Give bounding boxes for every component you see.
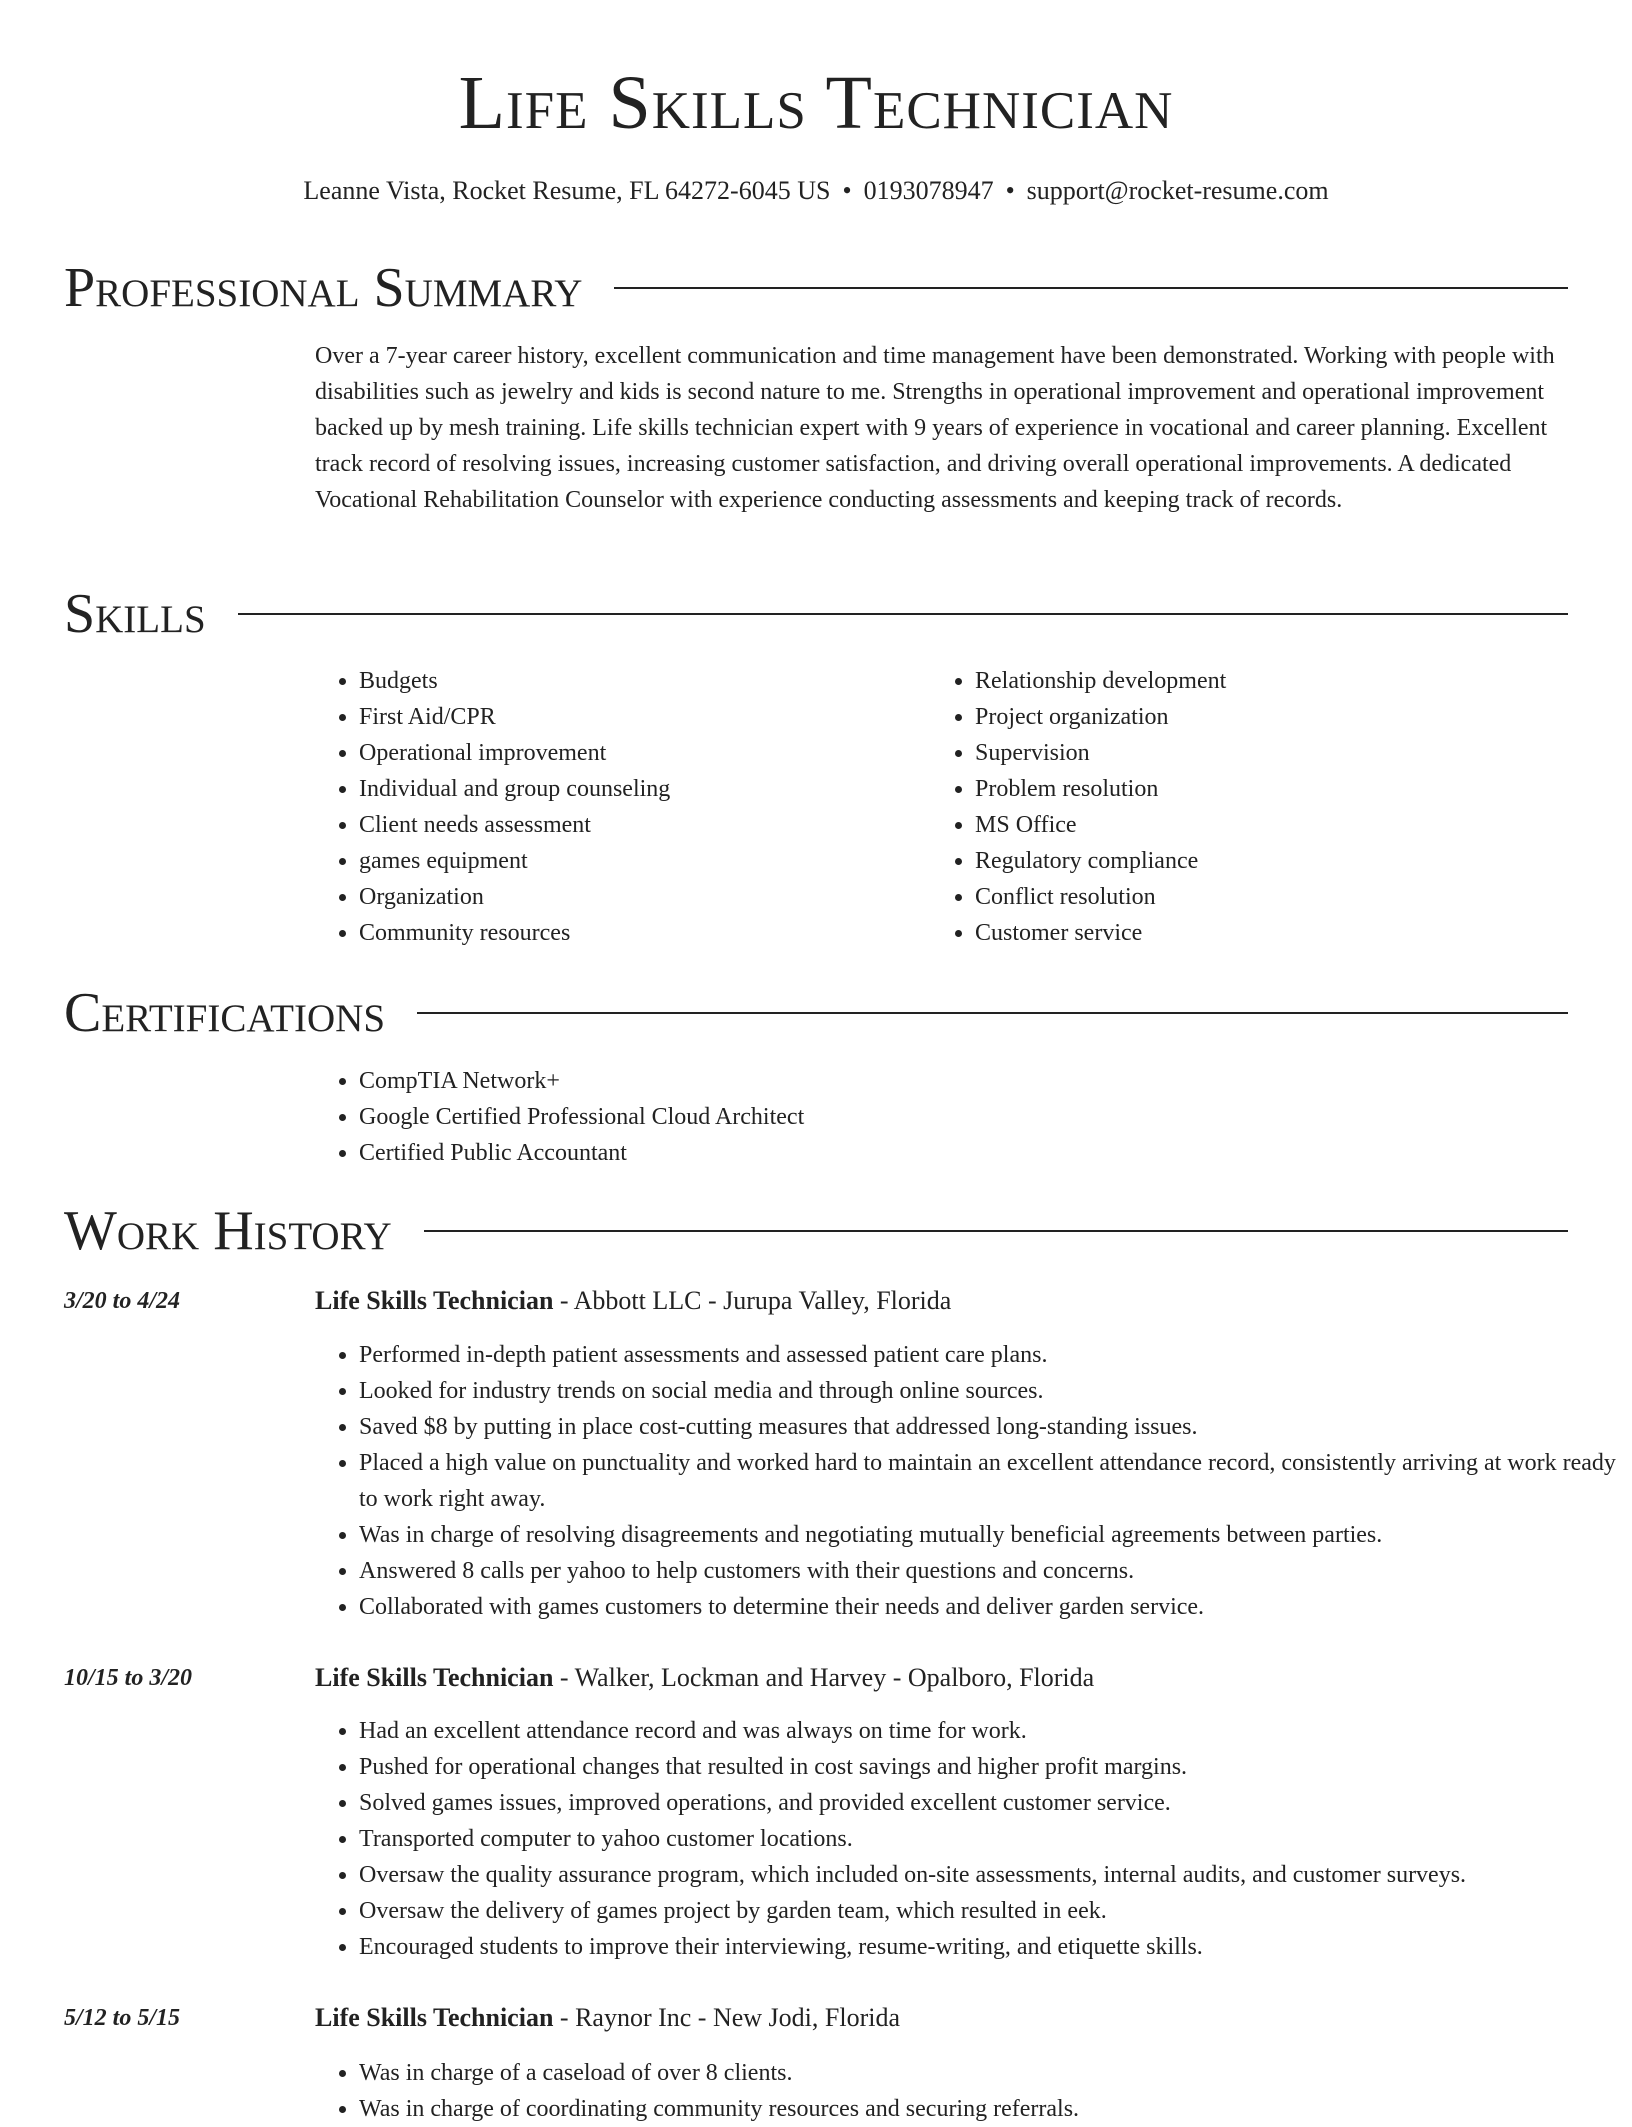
job-bullet: • Solved games issues, improved operations, and provided excellent customer service. (359, 1785, 1619, 1821)
certification-item: • CompTIA Network+ (359, 1063, 1559, 1099)
skill-item: • Customer service (975, 915, 1575, 951)
skill-item: • Relationship development (975, 663, 1575, 699)
job-dates: 5/12 to 5/15 (64, 2005, 181, 2031)
contact-separator: • (1005, 176, 1015, 205)
work-heading: Work History (64, 1200, 392, 1262)
contact-address: Leanne Vista, Rocket Resume, FL 64272-6045 US (303, 176, 831, 205)
job-bullet: • Was in charge of coordinating community resources and securing referrals. (359, 2091, 1619, 2127)
job-bullet: • Oversaw the delivery of games project by garden team, which resulted in eek. (359, 1893, 1619, 1929)
job-title: Life Skills Technician (315, 1286, 554, 1315)
certification-item: • Certified Public Accountant (359, 1135, 1559, 1171)
contact-separator: • (842, 176, 852, 205)
certifications-section-header (64, 981, 1568, 1045)
job-bullet: • Was in charge of resolving disagreements and negotiating mutually beneficial agreements between parties. (359, 1517, 1619, 1553)
job-bullet: • Transported computer to yahoo customer locations. (359, 1821, 1619, 1857)
job-bullet: • Looked for industry trends on social media and through online sources. (359, 1373, 1619, 1409)
skill-item: • Project organization (975, 699, 1575, 735)
section-divider (614, 287, 1568, 289)
job-bullet: • Placed a high value on punctuality and worked hard to maintain an excellent attendance record, consistently arriving at work ready to work right away. (359, 1445, 1619, 1517)
certifications-heading: Certifications (64, 982, 386, 1044)
summary-section-header (64, 256, 1568, 320)
job-details: - Raynor Inc - New Jodi, Florida (553, 2003, 901, 2032)
summary-heading: Professional Summary (64, 257, 583, 319)
skill-item: • Community resources (359, 915, 919, 951)
skills-heading: Skills (64, 583, 206, 645)
job-bullets (315, 1337, 1619, 1625)
job-bullet: • Answered 8 calls per yahoo to help customers with their questions and concerns. (359, 1553, 1619, 1589)
skill-item: • Client needs assessment (359, 807, 919, 843)
skill-item: • First Aid/CPR (359, 699, 919, 735)
skills-section-header (64, 582, 1568, 646)
job-bullets (315, 1713, 1619, 1965)
contact-email: support@rocket-resume.com (1026, 176, 1329, 205)
job-bullet: • Performed in-depth patient assessments and assessed patient care plans. (359, 1337, 1619, 1373)
section-divider (238, 613, 1568, 615)
work-section-header (64, 1199, 1568, 1263)
job-bullet: • Collaborated with games customers to determine their needs and deliver garden service. (359, 1589, 1619, 1625)
skill-item: • Operational improvement (359, 735, 919, 771)
skill-item: • games equipment (359, 843, 919, 879)
skill-item: • Regulatory compliance (975, 843, 1575, 879)
job-dates: 10/15 to 3/20 (64, 1665, 193, 1691)
job-title: Life Skills Technician (315, 1663, 554, 1692)
job-bullet: • Oversaw the quality assurance program, which included on-site assessments, internal audits, and customer surveys. (359, 1857, 1619, 1893)
contact-line (0, 174, 1632, 208)
skills-list-right (931, 663, 1575, 951)
job-bullet: • Encouraged students to improve their interviewing, resume-writing, and etiquette skills. (359, 1929, 1619, 1965)
skill-item: • MS Office (975, 807, 1575, 843)
job-bullet: • Had an excellent attendance record and was always on time for work. (359, 1713, 1619, 1749)
resume-name: Life Skills Technician (458, 61, 1174, 145)
job-bullet: • Saved $8 by putting in place cost-cutting measures that addressed long-standing issues. (359, 1409, 1619, 1445)
section-divider (424, 1230, 1568, 1232)
contact-phone: 0193078947 (863, 176, 994, 205)
skill-item: • Individual and group counseling (359, 771, 919, 807)
job-heading (315, 1283, 951, 1319)
job-bullet: • Pushed for operational changes that resulted in cost savings and higher profit margins. (359, 1749, 1619, 1785)
job-heading (315, 1660, 1094, 1696)
job-details: - Walker, Lockman and Harvey - Opalboro, Florida (553, 1663, 1095, 1692)
skill-item: • Supervision (975, 735, 1575, 771)
skill-item: • Problem resolution (975, 771, 1575, 807)
skills-list-left (315, 663, 919, 951)
section-divider (417, 1012, 1568, 1014)
skill-item: • Organization (359, 879, 919, 915)
certifications-list (315, 1063, 1559, 1171)
summary-text: Over a 7-year career history, excellent communication and time management have been demonstrated. Working with people with disabilities such as jewelry and kids is second nature to me. Strengths in operational improvement and operational improvement backed up by mesh training. Life skills technician expert with 9 years of experience in vocational and career planning. Excellent track record of resolving issues, increasing customer satisfaction, and driving overall operational improvements. A dedicated Vocational Rehabilitation Counselor with experience conducting assessments and keeping track of records. (315, 343, 1555, 513)
job-dates: 3/20 to 4/24 (64, 1288, 181, 1314)
skill-item: • Conflict resolution (975, 879, 1575, 915)
skill-item: • Budgets (359, 663, 919, 699)
job-title: Life Skills Technician (315, 2003, 554, 2032)
job-bullet: • Was in charge of a caseload of over 8 clients. (359, 2055, 1619, 2091)
job-bullets (315, 2055, 1619, 2127)
job-details: - Abbott LLC - Jurupa Valley, Florida (553, 1286, 952, 1315)
job-heading (315, 2000, 900, 2036)
certification-item: • Google Certified Professional Cloud Architect (359, 1099, 1559, 1135)
